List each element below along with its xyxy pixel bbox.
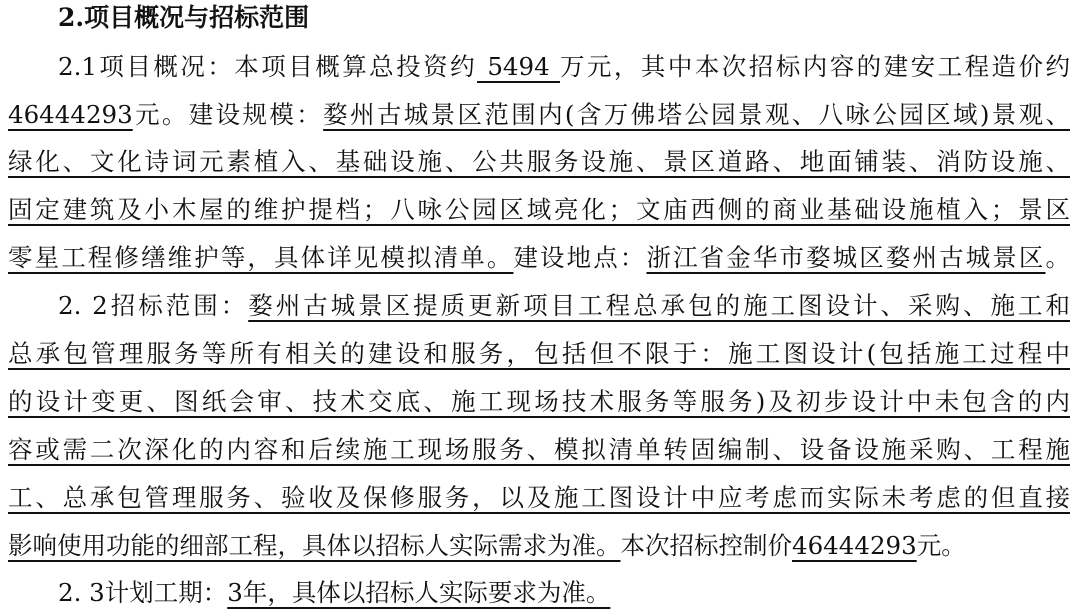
total-investment-value: 5494 (477, 52, 560, 81)
scope-text-2: 总承包管理服务等所有相关的建设和服务，包括但不限于：施工图设计(包括施工过程中 (8, 339, 1070, 368)
scope-line-1 (58, 286, 1070, 326)
construction-cost-value: 46444293 (8, 100, 133, 129)
overview-lead: 2.1项目概况：本项目概算总投资约 (58, 52, 478, 81)
schedule-line (58, 573, 1070, 613)
overview-line-1 (58, 47, 1070, 87)
location-value: 浙江省金华市婺城区婺州古城景区 (646, 243, 1046, 272)
scope-line-2 (8, 334, 1070, 374)
overview-line-4 (8, 190, 1070, 230)
cost-unit-and-scale-label: 元。建设规模： (132, 100, 324, 129)
scope-label: 2. 2招标范围： (58, 291, 249, 320)
location-label: 建设地点： (513, 243, 647, 272)
scope-text-5: 工、总承包管理服务、验收及保修服务，以及施工图设计中应考虑而实际未考虑的但直接 (8, 483, 1070, 512)
scope-text-3: 的设计变更、图纸会审、技术交底、施工现场技术服务等服务)及初步设计中未包含的内 (8, 387, 1070, 416)
scope-line-3 (8, 382, 1070, 422)
scope-line-6 (8, 526, 1070, 566)
overview-line-3 (8, 142, 1070, 182)
scope-text-4: 容或需二次深化的内容和后续施工现场服务、模拟清单转固编制、设备设施采购、工程施 (8, 435, 1070, 464)
overview-line-2 (8, 95, 1070, 135)
overview-end-mark: 。 (1045, 243, 1070, 272)
control-price-unit: 元。 (916, 531, 966, 560)
control-price-label: 本次招标控制价 (620, 531, 792, 560)
scale-text-1: 婺州古城景区范围内(含万佛塔公园景观、八咏公园区域)景观、 (323, 100, 1070, 129)
overview-line-5 (8, 238, 1070, 278)
scope-line-4 (8, 430, 1070, 470)
section-heading (58, 0, 1070, 38)
scale-text-3: 固定建筑及小木屋的维护提档；八咏公园区域亮化；文庙西侧的商业基础设施植入；景区 (8, 195, 1070, 224)
schedule-label: 2. 3计划工期： (58, 578, 228, 607)
scope-text-6: 影响使用功能的细部工程，具体以招标人实际需求为准。 (8, 531, 621, 560)
scope-line-5 (8, 478, 1070, 518)
overview-after-investment: 万元，其中本次招标内容的建安工程造价约 (559, 52, 1070, 81)
scale-text-2: 绿化、文化诗词元素植入、基础设施、公共服务设施、景区道路、地面铺装、消防设施、 (8, 147, 1070, 176)
section-heading-text: 2.项目概况与招标范围 (58, 3, 310, 32)
scope-text-1: 婺州古城景区提质更新项目工程总承包的施工图设计、采购、施工和 (248, 291, 1070, 320)
schedule-value: 3年，具体以招标人实际要求为准。 (227, 578, 611, 607)
control-price-value: 46444293 (792, 531, 917, 560)
scale-text-4: 零星工程修缮维护等，具体详见模拟清单。 (8, 243, 514, 272)
